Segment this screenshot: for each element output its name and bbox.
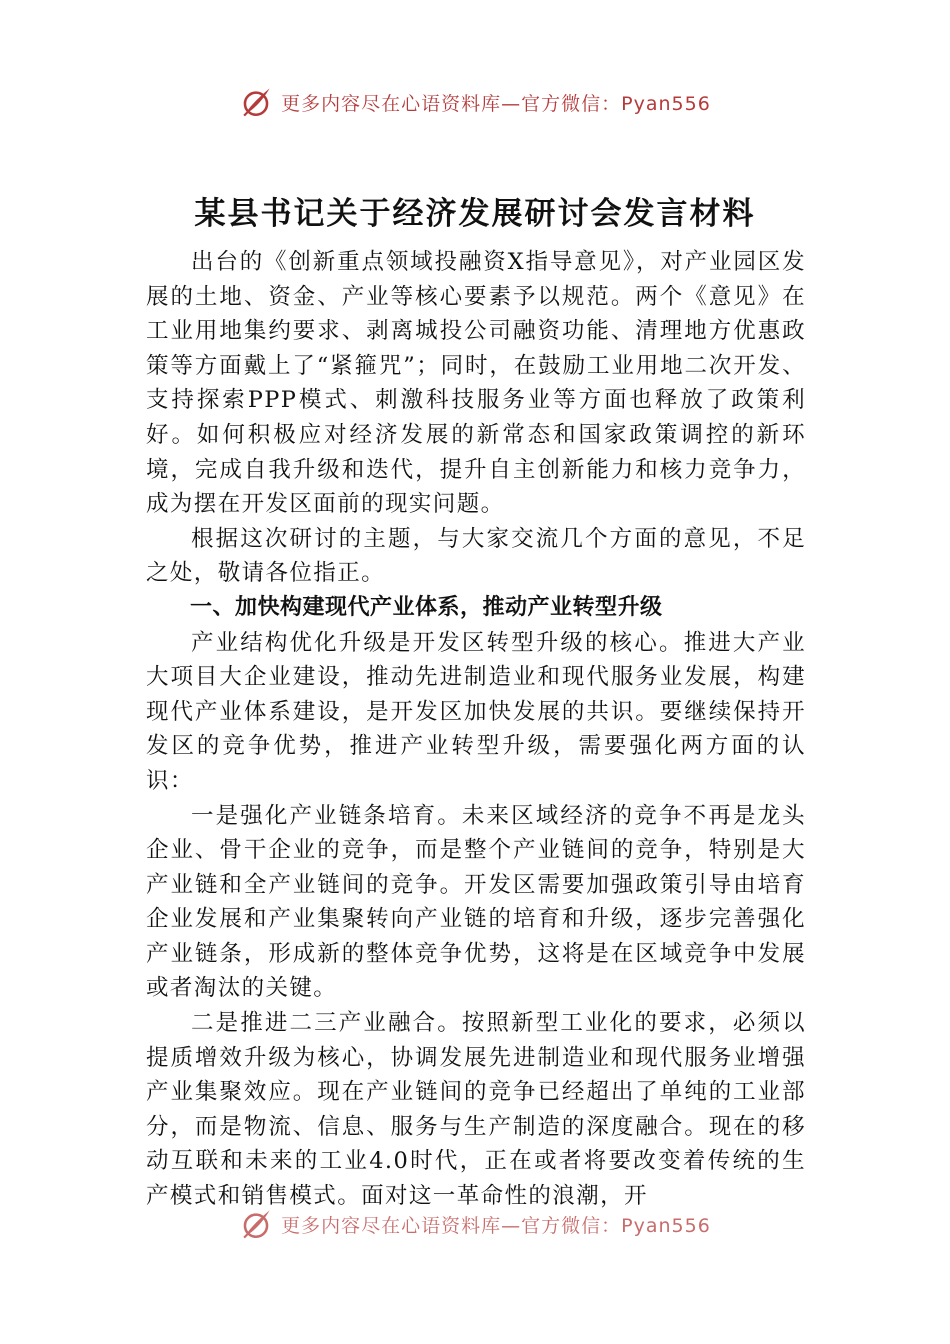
paragraph: 一是强化产业链条培育。未来区域经济的竞争不再是龙头企业、骨干企业的竞争，而是整个产业链间的竞争，特别是大产业链和全产业链间的竞争。开发区需要加强政策引导由培育企业发展和产业集聚转向产业链的培育和升级，逐步完善强化产业链条，形成新的整体竞争优势，这将是在区域竞争中发展或者淘汰的关键。: [146, 802, 806, 1002]
watermark-text: 更多内容尽在心语资料库—官方微信：Pyan556: [281, 92, 711, 115]
watermark-header: [0, 82, 950, 122]
paragraph: 出台的《创新重点领域投融资X指导意见》，对产业园区发展的土地、资金、产业等核心要素予以规范。两个《意见》在工业用地集约要求、剥离城投公司融资功能、清理地方优惠政策等方面戴上了“紧箍咒”；同时，在鼓励工业用地二次开发、支持探索PPP模式、刺激科技服务业等方面也释放了政策利好。如何积极应对经济发展的新常态和国家政策调控的新环境，完成自我升级和迭代，提升自主创新能力和核力竞争力，成为摆在开发区面前的现实问题。: [146, 249, 806, 518]
page-title: 某县书记关于经济发展研讨会发言材料: [194, 196, 756, 232]
watermark-footer: [0, 1204, 950, 1244]
quill-pen-logo-icon: [239, 1207, 273, 1241]
paragraph: 根据这次研讨的主题，与大家交流几个方面的意见，不足之处，敬请各位指正。: [146, 525, 806, 587]
paragraph: 产业结构优化升级是开发区转型升级的核心。推进大产业大项目大企业建设，推动先进制造业和现代服务业发展，构建现代产业体系建设，是开发区加快发展的共识。要继续保持开发区的竞争优势，推进产业转型升级，需要强化两方面的认识：: [146, 629, 806, 794]
section-heading: 一、加快构建现代产业体系，推动产业转型升级: [190, 594, 663, 620]
watermark-text: 更多内容尽在心语资料库—官方微信：Pyan556: [281, 1214, 711, 1237]
paragraph: 二是推进二三产业融合。按照新型工业化的要求，必须以提质增效升级为核心，协调发展先进制造业和现代服务业增强产业集聚效应。现在产业链间的竞争已经超出了单纯的工业部分，而是物流、信息、服务与生产制造的深度融合。现在的移动互联和未来的工业4.0时代，正在或者将要改变着传统的生产模式和销售模式。面对这一革命性的浪潮，开: [146, 1010, 806, 1210]
quill-pen-logo-icon: [239, 85, 273, 119]
document-body: [146, 245, 806, 1214]
